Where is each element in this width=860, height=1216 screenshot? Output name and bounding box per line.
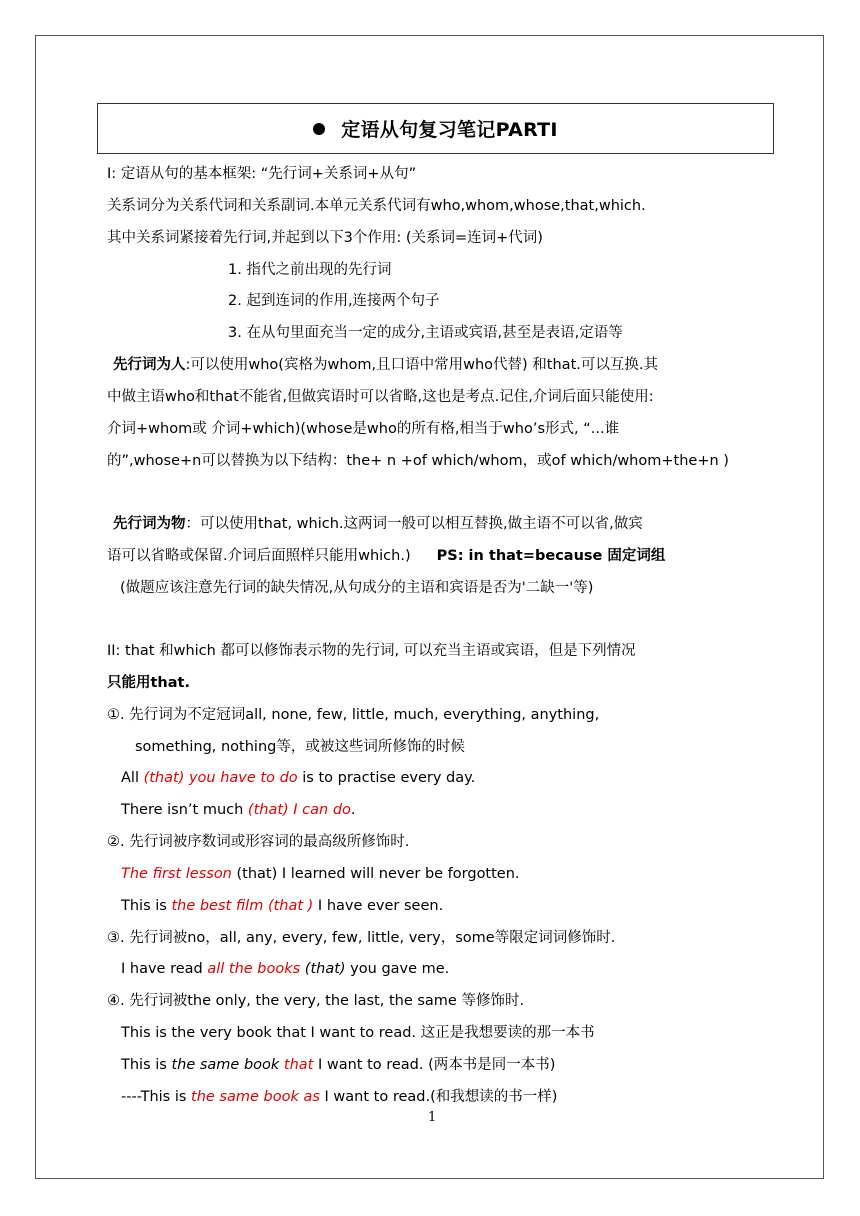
ex-text: All: [121, 770, 144, 786]
ex-text: is to practise every day.: [297, 770, 476, 786]
rule4-example-2: [121, 1055, 555, 1075]
ex-text: (that) I learned will never be forgotten.: [231, 866, 520, 882]
ex-highlight: all the books: [207, 961, 301, 977]
ex-highlight: the same book as: [191, 1089, 320, 1105]
rule4-line-a: ④. 先行词被the only, the very, the last, the same 等修饰时.: [107, 993, 525, 1009]
ex-italic: the same book: [171, 1057, 280, 1073]
ex-text: ----This is: [121, 1089, 192, 1105]
title-box: [97, 103, 774, 154]
thing-label: 先行词为物: [113, 516, 186, 532]
rule2-example-2: [121, 896, 443, 916]
rule4-example-3: [121, 1087, 557, 1107]
person-paragraph-line-1: [113, 355, 658, 375]
rule4-example-1: This is the very book that I want to read. 这正是我想要读的那一本书: [121, 1025, 595, 1041]
thing-text-1: ：可以使用that, which.这两词一般可以相互替换,做主语不可以省,做宾: [185, 516, 643, 532]
person-text-1: :可以使用who(宾格为whom,且口语中常用who代替) 和that.可以互换.其: [185, 357, 658, 373]
ex-highlight: that: [279, 1057, 314, 1073]
role-item-3: 3. 在从句里面充当一定的成分,主语或宾语,甚至是表语,定语等: [228, 325, 623, 341]
section1-heading: I: 定语从句的基本框架: “先行词+关系词+从句”: [107, 166, 417, 182]
section2-line-1: II: that 和which 都可以修饰表示物的先行词, 可以充当主语或宾语，但是下列情况: [107, 643, 636, 659]
ex-highlight: (that) you have to do: [143, 770, 298, 786]
ex-text: I have ever seen.: [313, 898, 444, 914]
rule3-example-1: [121, 959, 449, 979]
role-item-2: 2. 起到连词的作用,连接两个句子: [228, 293, 440, 309]
thing-paragraph-line-3: (做题应该注意先行词的缺失情况,从句成分的主语和宾语是否为'二缺一'等): [120, 580, 594, 596]
ex-text: you gave me.: [345, 961, 450, 977]
rule1-example-2: [121, 800, 356, 820]
ex-text: I want to read.(和我想读的书一样): [319, 1089, 558, 1105]
rule1-example-1: [121, 768, 475, 788]
rule3-line-a: ③. 先行词被no，all, any, every, few, little, very，some等限定词词修饰时.: [107, 930, 616, 946]
person-paragraph-line-2: 中做主语who和that不能省,但做宾语时可以省略,这也是考点.记住,介词后面只能使用:: [107, 389, 654, 405]
ps-note: PS: in that=because 固定词组: [436, 548, 666, 564]
role-item-1: 1. 指代之前出现的先行词: [228, 262, 392, 278]
relative-words-line: 关系词分为关系代词和关系副词.本单元关系代词有who,whom,whose,that,which.: [107, 198, 646, 214]
rule2-line-a: ②. 先行词被序数词或形容词的最高级所修饰时.: [107, 834, 410, 850]
ex-highlight: the best film (that ): [171, 898, 314, 914]
thing-text-2: 语可以省略或保留.介词后面照样只能用which.): [107, 548, 411, 564]
functions-intro-line: 其中关系词紧接着先行词,并起到以下3个作用: (关系词=连词+代词): [107, 230, 543, 246]
ex-text: There isn’t much: [121, 802, 248, 818]
person-paragraph-line-3: 介词+whom或 介词+which)(whose是who的所有格,相当于who’s形式, “...谁: [107, 421, 620, 437]
ex-text: This is: [121, 898, 172, 914]
page-title: 定语从句复习笔记PARTI: [341, 119, 558, 141]
ex-italic: (that): [300, 961, 346, 977]
rule2-example-1: [121, 864, 520, 884]
rule1-line-b: something, nothing等，或被这些词所修饰的时候: [135, 739, 465, 755]
section2-line-2: 只能用that.: [107, 675, 190, 691]
ex-highlight: The first lesson: [121, 866, 232, 882]
ex-text: I have read: [121, 961, 208, 977]
rule1-line-a: ①. 先行词为不定冠词all, none, few, little, much, everything, anything,: [107, 707, 600, 723]
ex-highlight: (that) I can do: [247, 802, 351, 818]
ex-text: This is: [121, 1057, 172, 1073]
person-paragraph-line-4: 的”,whose+n可以替换为以下结构：the+ n +of which/whom，或of which/whom+the+n ): [107, 453, 729, 469]
bullet-icon: [313, 123, 325, 135]
ex-text: I want to read. (两本书是同一本书): [313, 1057, 556, 1073]
thing-paragraph-line-2: [107, 546, 665, 566]
ex-text: .: [350, 802, 356, 818]
page-number: 1: [428, 1110, 437, 1125]
thing-paragraph-line-1: [113, 514, 643, 534]
person-label: 先行词为人: [113, 357, 186, 373]
